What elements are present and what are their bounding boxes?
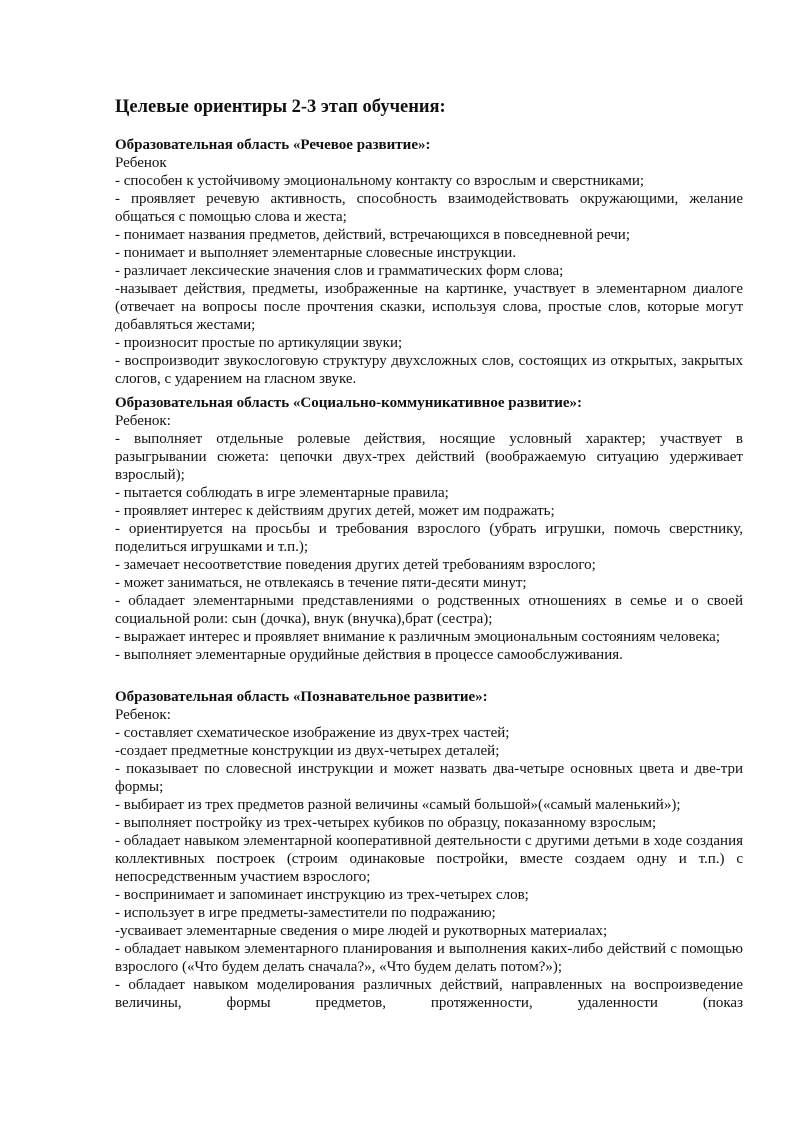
list-item: - различает лексические значения слов и грамматических форм слова; [115,263,564,279]
list-item: - проявляет речевую активность, способность взаимодействовать окружающими, желание общаться с помощью слова и жеста; [115,191,743,225]
list-item: - пытается соблюдать в игре элементарные правила; [115,485,449,501]
list-item: - обладает навыком элементарной кооперативной деятельности с другими детьми в ходе создания коллективных построек (строим одинаковые постройки, вместе создаем одну и т.п.) с непосредственным участием взрослого; [115,833,743,885]
list-item: - обладает навыком элементарного планирования и выполнения каких-либо действий с помощью взрослого («Что будем делать сначала?», «Что будем делать потом?»); [115,941,743,975]
list-item: - показывает по словесной инструкции и может назвать два-четыре основных цвета и две-три формы; [115,761,743,795]
section-heading: Образовательная область «Социально-коммуникативное развитие»: [115,395,582,411]
document-title: Целевые ориентиры 2-3 этап обучения: [115,97,446,117]
list-item: - понимает названия предметов, действий, встречающихся в повседневной речи; [115,227,630,243]
document-page [115,96,743,1012]
list-item: - воспроизводит звукослоговую структуру двухсложных слов, состоящих из открытых, закрытых слогов, с ударением на гласном звуке. [115,353,743,387]
section-speech-development [115,136,743,388]
section-heading: Образовательная область «Познавательное развитие»: [115,689,488,705]
child-label: Ребенок: [115,707,171,723]
list-item: - выполняет постройку из трех-четырех кубиков по образцу, показанному взрослым; [115,815,657,831]
list-item: - выбирает из трех предметов разной величины «самый большой»(«самый маленький»); [115,797,681,813]
list-item: - произносит простые по артикуляции звуки; [115,335,403,351]
child-label: Ребенок: [115,413,171,429]
section-cognitive-development [115,688,743,1012]
list-item: - ориентируется на просьбы и требования взрослого (убрать игрушки, помочь сверстнику, поделиться игрушками и т.п.); [115,521,743,555]
child-label: Ребенок [115,155,167,171]
list-item: - воспринимает и запоминает инструкцию из трех-четырех слов; [115,887,529,903]
list-item: - выполняет элементарные орудийные действия в процессе самообслуживания. [115,647,623,663]
list-item: - понимает и выполняет элементарные словесные инструкции. [115,245,517,261]
list-item: -называет действия, предметы, изображенные на картинке, участвует в элементарном диалоге (отвечает на вопросы после прочтения сказки, используя слова, простые слов, которые могут добавляться жестами; [115,281,743,333]
list-item: - может заниматься, не отвлекаясь в течение пяти-десяти минут; [115,575,527,591]
list-item: - использует в игре предметы-заместители по подражанию; [115,905,496,921]
list-item: - выражает интерес и проявляет внимание к различным эмоциональным состояниям человека; [115,629,721,645]
list-item: - составляет схематическое изображение из двух-трех частей; [115,725,510,741]
section-heading: Образовательная область «Речевое развитие»: [115,137,431,153]
list-item: - замечает несоответствие поведения других детей требованиям взрослого; [115,557,596,573]
list-item: - способен к устойчивому эмоциональному контакту со взрослым и сверстниками; [115,173,645,189]
section-social-communicative-development [115,394,743,664]
list-item: - обладает элементарными представлениями о родственных отношениях в семье и о своей социальной роли: сын (дочка), внук (внучка),брат (сестра); [115,593,743,627]
list-item: - обладает навыком моделирования различных действий, направленных на воспроизведение величины, формы предметов, протяженности, удаленности (показ [115,977,743,1011]
list-item: - выполняет отдельные ролевые действия, носящие условный характер; участвует в разыгрывании сюжета: цепочки двух-трех действий (воображаемую ситуацию удерживает взрослый); [115,431,743,483]
list-item: -усваивает элементарные сведения о мире людей и рукотворных материалах; [115,923,608,939]
list-item: -создает предметные конструкции из двух-четырех деталей; [115,743,500,759]
list-item: - проявляет интерес к действиям других детей, может им подражать; [115,503,555,519]
